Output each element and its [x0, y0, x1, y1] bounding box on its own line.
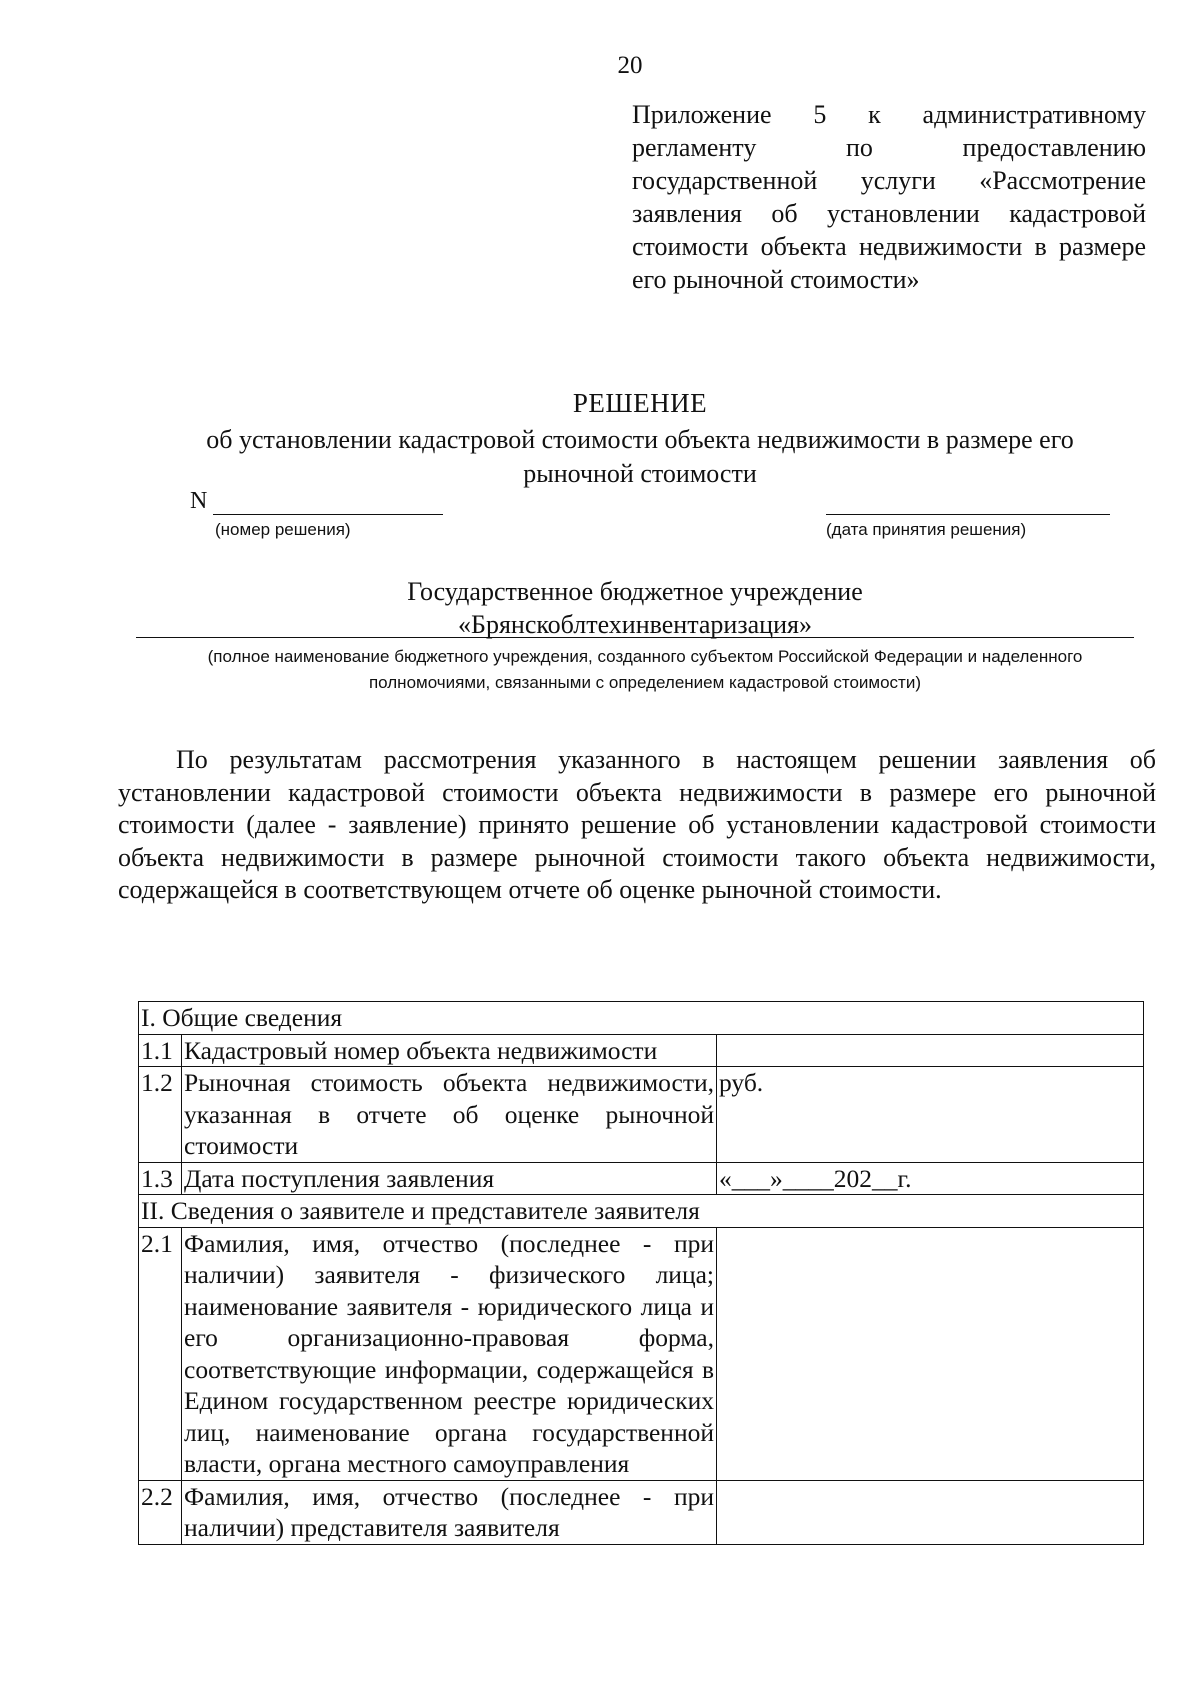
section-applicant-title: II. Сведения о заявителе и представителе заявителя — [139, 1195, 1144, 1228]
row-number: 2.1 — [139, 1227, 182, 1480]
row-description: Кадастровый номер объекта недвижимости — [182, 1034, 717, 1067]
organization-note: (полное наименование бюджетного учреждения, созданного субъектом Российской Федерации и наделенного полномочиями, связанными с определением кадастровой стоимости) — [207, 647, 1083, 692]
page-number: 20 — [617, 52, 643, 79]
representative-name-field[interactable] — [717, 1480, 1144, 1544]
table-row — [139, 1034, 1144, 1067]
table-row — [139, 1162, 1144, 1195]
section-general-title: I. Общие сведения — [139, 1002, 1144, 1035]
info-table — [138, 1001, 1144, 1545]
decision-number-caption: (номер решения) — [215, 520, 351, 539]
organization-underline — [136, 637, 1134, 638]
decision-title: РЕШЕНИЕ — [572, 388, 708, 418]
cadastral-number-field[interactable] — [717, 1034, 1144, 1067]
decision-paragraph: По результатам рассмотрения указанного в настоящем решении заявления об установлении кадастровой стоимости объекта недвижимости в размере его рыночной стоимости (далее - заявление) принято решение об установлении кадастровой стоимости объекта недвижимости в размере рыночной стоимости такого объекта недвижимости, содержащейся в соответствующем отчете об оценке рыночной стоимости. — [118, 745, 1156, 904]
organization-line-2: «Брянскоблтехинвентаризация» — [458, 610, 812, 639]
row-number: 1.3 — [139, 1162, 182, 1195]
row-number: 2.2 — [139, 1480, 182, 1544]
decision-subtitle: об установлении кадастровой стоимости объекта недвижимости в размере его рыночной стоимости — [206, 425, 1074, 488]
row-number: 1.2 — [139, 1067, 182, 1163]
applicant-name-field[interactable] — [717, 1227, 1144, 1480]
row-description: Фамилия, имя, отчество (последнее - при наличии) представителя заявителя — [182, 1480, 717, 1544]
row-description: Рыночная стоимость объекта недвижимости, указанная в отчете об оценке рыночной стоимости — [182, 1067, 717, 1163]
table-section-row — [139, 1002, 1144, 1035]
market-value-field[interactable]: руб. — [717, 1067, 1144, 1163]
decision-date-caption: (дата принятия решения) — [826, 520, 1027, 539]
row-description: Дата поступления заявления — [182, 1162, 717, 1195]
decision-number-line[interactable] — [213, 514, 443, 515]
decision-date-line[interactable] — [826, 514, 1110, 515]
organization-line-1: Государственное бюджетное учреждение — [407, 577, 863, 606]
table-section-row — [139, 1195, 1144, 1228]
application-date-field[interactable]: «___»____202__г. — [717, 1162, 1144, 1195]
table-row — [139, 1227, 1144, 1480]
decision-number-label: N — [190, 488, 208, 514]
row-number: 1.1 — [139, 1034, 182, 1067]
table-row — [139, 1067, 1144, 1163]
organization-name — [130, 575, 1140, 641]
table-row — [139, 1480, 1144, 1544]
appendix-header: Приложение 5 к административному регламенту по предоставлению государственной услуги «Рассмотрение заявления об установлении кадастровой стоимости объекта недвижимости в размере его рыночной стоимости» — [632, 100, 1146, 294]
row-description: Фамилия, имя, отчество (последнее - при наличии) заявителя - физического лица; наименование заявителя - юридического лица и его организационно-правовая форма, соответствующие информации, содержащейся в Едином государственном реестре юридических лиц, наименование органа государственной власти, органа местного самоуправления — [182, 1227, 717, 1480]
